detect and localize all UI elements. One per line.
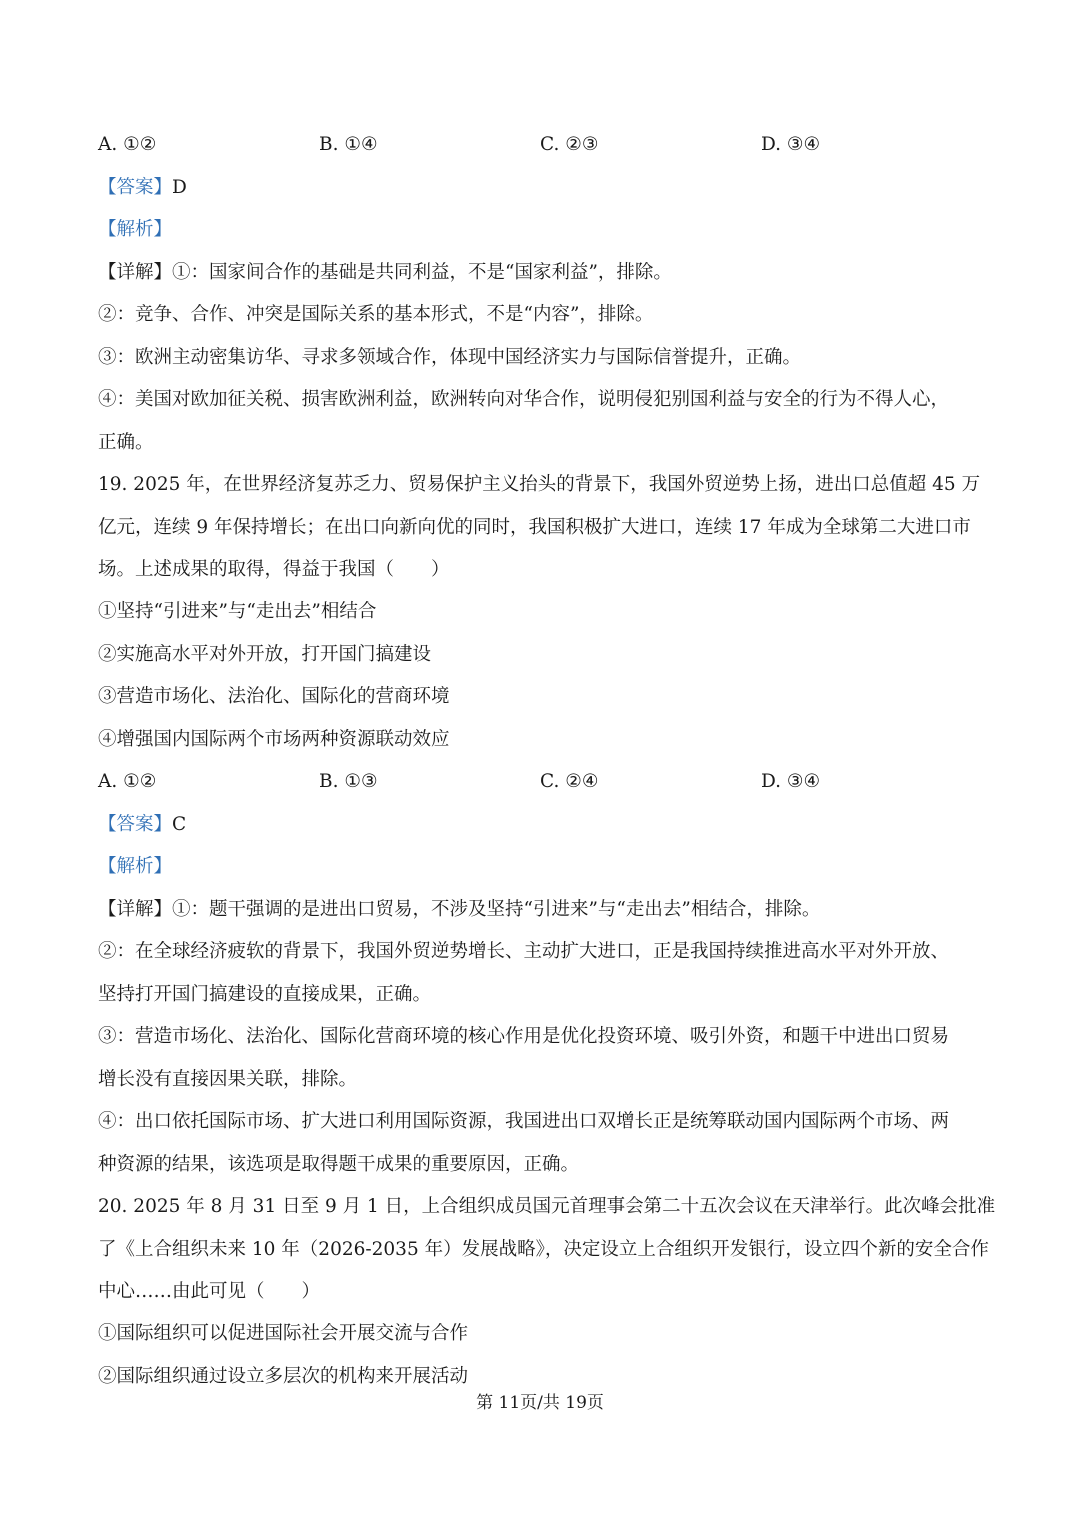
q19-explanation-line: 种资源的结果，该选项是取得题干成果的重要原因，正确。 (98, 1154, 580, 1175)
q19-explanation-line: 增长没有直接因果关联，排除。 (98, 1069, 358, 1090)
q18-option-a[interactable]: A. ①② (98, 134, 157, 155)
q19-stem-line: 19. 2025 年，在世界经济复苏乏力、贸易保护主义抬头的背景下，我国外贸逆势上扬，进出口总值超 45 万 (98, 474, 981, 495)
q19-explanation-line: 坚持打开国门搞建设的直接成果，正确。 (98, 984, 432, 1005)
q18-analysis-tag: 【解析】 (98, 219, 173, 240)
q19-item: ①坚持“引进来”与“走出去”相结合 (98, 601, 377, 622)
q19-explanation-line: ③：营造市场化、法治化、国际化营商环境的核心作用是优化投资环境、吸引外资，和题干中进出口贸易 (98, 1026, 950, 1047)
q18-option-b[interactable]: B. ①④ (319, 134, 378, 155)
q18-option-d[interactable]: D. ③④ (761, 134, 821, 155)
q18-answer (98, 174, 187, 202)
q18-option-c[interactable]: C. ②③ (540, 134, 599, 155)
q18-explanation-line: 【详解】①：国家间合作的基础是共同利益，不是“国家利益”，排除。 (98, 262, 672, 283)
answer-value: D (172, 177, 187, 198)
q20-stem-line: 了《上合组织未来 10 年（2026-2035 年）发展战略》，决定设立上合组织开发银行，设立四个新的安全合作 (98, 1239, 989, 1260)
q19-item: ③营造市场化、法治化、国际化的营商环境 (98, 686, 450, 707)
q19-option-c[interactable]: C. ②④ (540, 771, 599, 792)
answer-tag: 【答案】 (98, 177, 173, 198)
q19-item: ②实施高水平对外开放，打开国门搞建设 (98, 644, 432, 665)
q19-stem-line: 亿元，连续 9 年保持增长；在出口向新向优的同时，我国积极扩大进口，连续 17 年成为全球第二大进口市 (98, 517, 971, 538)
q19-answer (98, 811, 186, 839)
answer-tag: 【答案】 (98, 814, 173, 835)
q19-stem-line: 场。上述成果的取得，得益于我国（ ） (98, 559, 450, 580)
q20-stem-line: 20. 2025 年 8 月 31 日至 9 月 1 日，上合组织成员国元首理事会第二十五次会议在天津举行。此次峰会批准 (98, 1196, 996, 1217)
q18-explanation-line: 正确。 (98, 432, 154, 453)
q19-item: ④增强国内国际两个市场两种资源联动效应 (98, 729, 450, 750)
q19-explanation-line: ②：在全球经济疲软的背景下，我国外贸逆势增长、主动扩大进口，正是我国持续推进高水平对外开放、 (98, 941, 950, 962)
page-number: 第 11页/共 19页 (476, 1393, 604, 1413)
q20-item: ②国际组织通过设立多层次的机构来开展活动 (98, 1366, 469, 1387)
q19-explanation-line: ④：出口依托国际市场、扩大进口利用国际资源，我国进出口双增长正是统筹联动国内国际两个市场、两 (98, 1111, 950, 1132)
q19-explanation-line: 【详解】①：题干强调的是进出口贸易，不涉及坚持“引进来”与“走出去”相结合，排除。 (98, 899, 821, 920)
q20-item: ①国际组织可以促进国际社会开展交流与合作 (98, 1323, 469, 1344)
q19-option-d[interactable]: D. ③④ (761, 771, 821, 792)
q18-explanation-line: ③：欧洲主动密集访华、寻求多领域合作，体现中国经济实力与国际信誉提升，正确。 (98, 347, 802, 368)
q19-option-a[interactable]: A. ①② (98, 771, 157, 792)
answer-value: C (172, 814, 187, 835)
q18-explanation-line: ④：美国对欧加征关税、损害欧洲利益，欧洲转向对华合作，说明侵犯别国利益与安全的行为不得人心， (98, 389, 950, 410)
q19-analysis-tag: 【解析】 (98, 856, 173, 877)
q18-explanation-line: ②：竞争、合作、冲突是国际关系的基本形式，不是“内容”，排除。 (98, 304, 654, 325)
q19-option-b[interactable]: B. ①③ (319, 771, 378, 792)
q20-stem-line: 中心……由此可见（ ） (98, 1281, 321, 1302)
